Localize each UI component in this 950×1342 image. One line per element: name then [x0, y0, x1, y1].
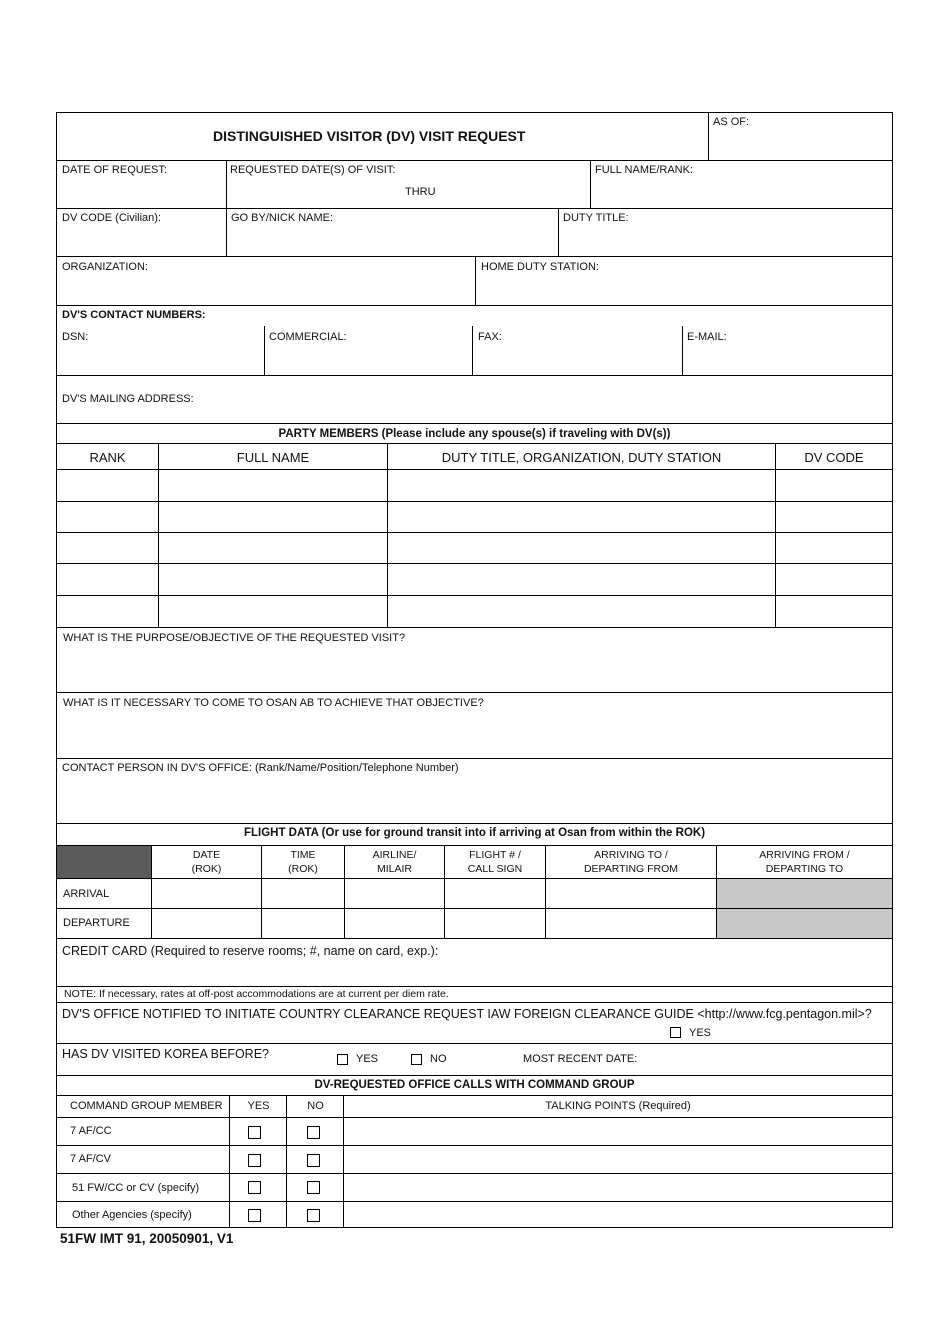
home-duty-station-field[interactable]	[475, 257, 892, 305]
departure-date-cell[interactable]	[151, 909, 261, 938]
member-label: Other Agencies (specify)	[72, 1209, 192, 1221]
rank-column-header	[57, 444, 158, 469]
most-recent-date-label: MOST RECENT DATE:	[523, 1053, 638, 1065]
office-call-row-51fw	[57, 1173, 892, 1201]
necessity-label: WHAT IS IT NECESSARY TO COME TO OSAN AB TO ACHIEVE THAT OBJECTIVE?	[63, 697, 484, 709]
table-row	[57, 469, 892, 501]
yes-column-header	[229, 1096, 286, 1117]
member-cell	[57, 1202, 229, 1228]
flight-data-heading: FLIGHT DATA (Or use for ground transit into if arriving at Osan from within the ROK)	[243, 827, 706, 839]
dsn-label: DSN:	[62, 331, 89, 343]
dv-code-column-header	[775, 444, 892, 469]
departure-row	[57, 908, 892, 938]
visit-request-form	[56, 112, 893, 1228]
member-label: 51 FW/CC or CV (specify)	[72, 1182, 200, 1194]
departure-time-cell[interactable]	[261, 909, 344, 938]
member-label: 7 AF/CC	[70, 1125, 112, 1137]
departure-shaded-cell	[716, 909, 892, 938]
necessity-field[interactable]	[57, 692, 892, 758]
flight-arriving-from-header	[716, 846, 892, 878]
party-duty-cell[interactable]	[387, 564, 775, 595]
departure-airline-cell[interactable]	[344, 909, 444, 938]
departure-label-cell	[57, 909, 151, 938]
commercial-label: COMMERCIAL:	[269, 331, 347, 343]
office-call-row-7af-cv	[57, 1145, 892, 1173]
full-name-header-text: FULL NAME	[236, 450, 310, 465]
talking-points-cell[interactable]	[343, 1146, 892, 1173]
office-calls-header-row	[57, 1095, 892, 1117]
member-cell	[57, 1146, 229, 1173]
no-column-header	[286, 1096, 343, 1117]
dv-code-header-text: DV CODE	[804, 450, 864, 465]
no-checkbox[interactable]	[307, 1181, 320, 1194]
member-cell	[57, 1118, 229, 1145]
party-full-name-cell[interactable]	[158, 502, 387, 532]
rank-header-text: RANK	[89, 450, 126, 465]
email-field[interactable]	[682, 326, 892, 375]
flight-time-header	[261, 846, 344, 878]
korea-visit-row	[57, 1043, 892, 1075]
flight-arriving-to-l1: ARRIVING TO /	[594, 849, 668, 861]
flight-time-l1: TIME	[290, 849, 316, 861]
table-row	[57, 501, 892, 532]
korea-yes-checkbox[interactable]	[337, 1054, 348, 1065]
flight-airline-header	[344, 846, 444, 878]
yes-checkbox[interactable]	[248, 1181, 261, 1194]
party-rank-cell[interactable]	[57, 502, 158, 532]
korea-visit-label: HAS DV VISITED KOREA BEFORE?	[62, 1047, 270, 1061]
talking-points-cell[interactable]	[343, 1174, 892, 1201]
requested-dates-field[interactable]	[226, 161, 590, 208]
full-name-rank-label: FULL NAME/RANK:	[595, 164, 694, 176]
home-duty-station-label: HOME DUTY STATION:	[481, 261, 599, 273]
arrival-shaded-cell	[716, 879, 892, 908]
clearance-yes-checkbox[interactable]	[670, 1027, 681, 1038]
party-duty-cell[interactable]	[387, 470, 775, 501]
party-full-name-cell[interactable]	[158, 564, 387, 595]
dv-code-label: DV CODE (Civilian):	[62, 212, 162, 224]
contact-person-field[interactable]	[57, 758, 892, 823]
party-rank-cell[interactable]	[57, 533, 158, 563]
party-duty-cell[interactable]	[387, 502, 775, 532]
party-duty-cell[interactable]	[387, 596, 775, 627]
per-diem-note-row	[57, 986, 892, 1002]
table-row	[57, 563, 892, 595]
full-name-rank-field[interactable]	[590, 161, 892, 208]
organization-label: ORGANIZATION:	[62, 261, 148, 273]
table-row	[57, 532, 892, 563]
fax-label: FAX:	[478, 331, 502, 343]
office-call-row-7af-cc	[57, 1117, 892, 1145]
flight-data-heading-row	[57, 823, 892, 845]
member-header-text: COMMAND GROUP MEMBER	[70, 1100, 223, 1112]
duty-title-label: DUTY TITLE:	[563, 212, 629, 224]
no-header-text: NO	[307, 1100, 324, 1112]
arrival-to-cell[interactable]	[545, 879, 716, 908]
flight-number-header	[444, 846, 545, 878]
clearance-row	[57, 1002, 892, 1043]
flight-number-l2: CALL SIGN	[467, 863, 523, 875]
talking-points-cell[interactable]	[343, 1118, 892, 1145]
arrival-row	[57, 878, 892, 908]
table-row	[57, 595, 892, 627]
go-by-label: GO BY/NICK NAME:	[231, 212, 334, 224]
talking-points-column-header	[343, 1096, 892, 1117]
member-label: 7 AF/CV	[70, 1153, 111, 1165]
party-members-heading-row	[57, 423, 892, 443]
dv-code-row	[57, 208, 892, 256]
no-cell	[286, 1146, 343, 1173]
party-full-name-cell[interactable]	[158, 470, 387, 501]
email-label: E-MAIL:	[687, 331, 727, 343]
duty-title-column-header	[387, 444, 775, 469]
party-dv-code-cell[interactable]	[775, 470, 892, 501]
member-column-header	[57, 1096, 229, 1117]
korea-yes-label: YES	[356, 1053, 379, 1065]
departure-from-cell[interactable]	[545, 909, 716, 938]
arrival-airline-cell[interactable]	[344, 879, 444, 908]
yes-cell	[229, 1146, 286, 1173]
request-dates-row	[57, 160, 892, 208]
arrival-flight-cell[interactable]	[444, 879, 545, 908]
duty-title-header-text: DUTY TITLE, ORGANIZATION, DUTY STATION	[441, 450, 722, 465]
dsn-field[interactable]	[57, 326, 264, 375]
contact-person-label: CONTACT PERSON IN DV'S OFFICE: (Rank/Name/Position/Telephone Number)	[62, 762, 459, 774]
full-name-column-header	[158, 444, 387, 469]
party-members-heading: PARTY MEMBERS (Please include any spouse(s) if traveling with DV(s))	[278, 428, 671, 440]
office-calls-heading: DV-REQUESTED OFFICE CALLS WITH COMMAND GROUP	[314, 1079, 635, 1091]
office-call-row-other	[57, 1201, 892, 1228]
organization-row	[57, 256, 892, 305]
mailing-address-field[interactable]	[57, 375, 892, 423]
arrival-label-cell	[57, 879, 151, 908]
as-of-field[interactable]	[708, 113, 892, 160]
korea-no-checkbox[interactable]	[411, 1054, 422, 1065]
yes-checkbox[interactable]	[248, 1154, 261, 1167]
contact-numbers-heading: DV'S CONTACT NUMBERS:	[62, 309, 206, 321]
flight-number-l1: FLIGHT # /	[469, 849, 521, 861]
no-cell	[286, 1118, 343, 1145]
flight-time-l2: (ROK)	[288, 863, 318, 875]
arrival-date-cell[interactable]	[151, 879, 261, 908]
flight-date-l2: (ROK)	[191, 863, 222, 875]
flight-corner-cell	[57, 846, 151, 878]
flight-arriving-to-header	[545, 846, 716, 878]
party-full-name-cell[interactable]	[158, 533, 387, 563]
credit-card-label: CREDIT CARD (Required to reserve rooms; #, name on card, exp.):	[62, 944, 439, 958]
date-of-request-label: DATE OF REQUEST:	[62, 164, 167, 176]
flight-date-header	[151, 846, 261, 878]
arrival-label: ARRIVAL	[63, 888, 110, 900]
go-by-field[interactable]	[226, 209, 558, 256]
flight-date-l1: DATE	[192, 849, 221, 861]
party-dv-code-cell[interactable]	[775, 596, 892, 627]
yes-header-text: YES	[247, 1100, 270, 1112]
purpose-label: WHAT IS THE PURPOSE/OBJECTIVE OF THE REQUESTED VISIT?	[63, 632, 406, 644]
no-cell	[286, 1202, 343, 1228]
party-full-name-cell[interactable]	[158, 596, 387, 627]
party-dv-code-cell[interactable]	[775, 564, 892, 595]
no-checkbox[interactable]	[307, 1154, 320, 1167]
talking-points-header-text: TALKING POINTS (Required)	[545, 1100, 691, 1112]
party-dv-code-cell[interactable]	[775, 533, 892, 563]
credit-card-field[interactable]	[57, 938, 892, 986]
commercial-field[interactable]	[264, 326, 472, 375]
yes-cell	[229, 1118, 286, 1145]
departure-label: DEPARTURE	[63, 917, 130, 929]
mailing-address-label: DV'S MAILING ADDRESS:	[62, 393, 194, 405]
arrival-time-cell[interactable]	[261, 879, 344, 908]
flight-arriving-from-l1: ARRIVING FROM /	[759, 849, 850, 861]
per-diem-note: NOTE: If necessary, rates at off-post accommodations are at current per diem rate.	[64, 988, 449, 1000]
requested-dates-label: REQUESTED DATE(S) OF VISIT:	[230, 164, 396, 176]
party-duty-cell[interactable]	[387, 533, 775, 563]
no-cell	[286, 1174, 343, 1201]
yes-checkbox[interactable]	[248, 1209, 261, 1222]
yes-cell	[229, 1174, 286, 1201]
thru-label: THRU	[405, 186, 436, 198]
organization-field[interactable]	[57, 257, 475, 305]
title-row	[57, 113, 892, 160]
no-checkbox[interactable]	[307, 1209, 320, 1222]
contact-numbers-row	[57, 305, 892, 375]
flight-header-row	[57, 845, 892, 878]
flight-airline-l2: MILAIR	[376, 863, 412, 875]
departure-flight-cell[interactable]	[444, 909, 545, 938]
party-header-row	[57, 443, 892, 469]
office-calls-heading-row	[57, 1075, 892, 1095]
party-rank-cell[interactable]	[57, 596, 158, 627]
fax-field[interactable]	[472, 326, 682, 375]
purpose-field[interactable]	[57, 627, 892, 692]
as-of-label: AS OF:	[713, 116, 750, 128]
clearance-label: DV'S OFFICE NOTIFIED TO INITIATE COUNTRY CLEARANCE REQUEST IAW FOREIGN CLEARANCE GUIDE <http://www.fcg.pentagon.mil>?	[62, 1007, 872, 1021]
party-rank-cell[interactable]	[57, 564, 158, 595]
flight-airline-l1: AIRLINE/	[372, 849, 417, 861]
clearance-yes-label: YES	[689, 1027, 712, 1039]
member-cell	[57, 1174, 229, 1201]
party-rank-cell[interactable]	[57, 470, 158, 501]
date-of-request-field[interactable]	[57, 161, 226, 208]
flight-arriving-to-l2: DEPARTING FROM	[583, 863, 679, 875]
party-dv-code-cell[interactable]	[775, 502, 892, 532]
duty-title-field[interactable]	[558, 209, 892, 256]
yes-checkbox[interactable]	[248, 1126, 261, 1139]
form-number: 51FW IMT 91, 20050901, V1	[60, 1231, 234, 1246]
form-title: DISTINGUISHED VISITOR (DV) VISIT REQUEST	[213, 128, 526, 144]
dv-code-field[interactable]	[57, 209, 226, 256]
talking-points-cell[interactable]	[343, 1202, 892, 1228]
yes-cell	[229, 1202, 286, 1228]
no-checkbox[interactable]	[307, 1126, 320, 1139]
korea-no-label: NO	[430, 1053, 447, 1065]
flight-arriving-from-l2: DEPARTING TO	[765, 863, 844, 875]
